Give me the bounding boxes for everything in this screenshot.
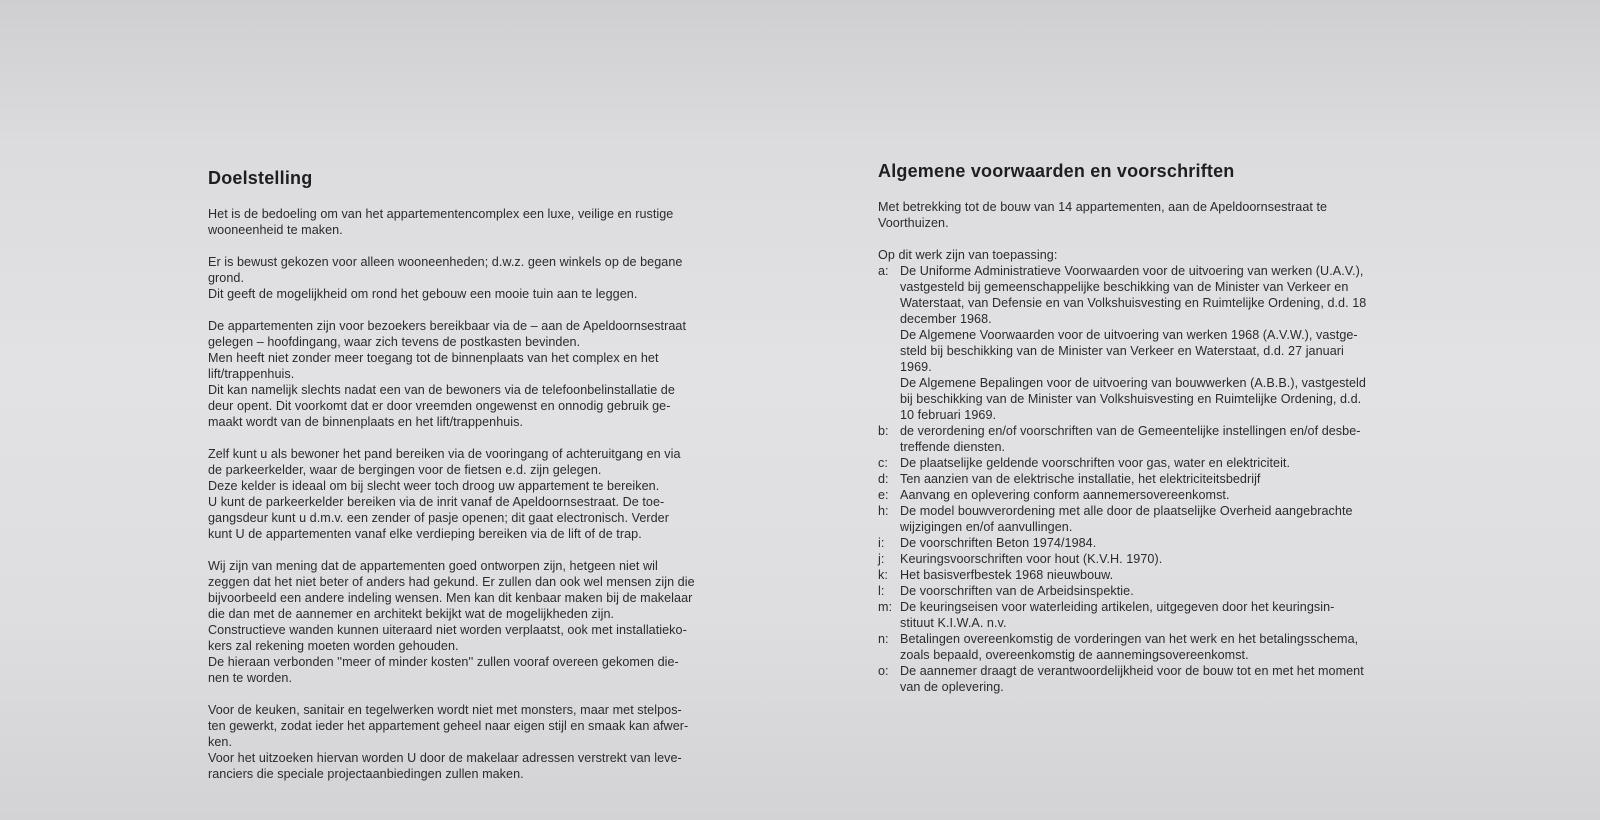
item-text bbox=[900, 503, 1478, 535]
list-item bbox=[878, 423, 1478, 455]
list-intro: Op dit werk zijn van toepassing: bbox=[878, 248, 1058, 262]
text-line: kunt U de appartementen vanaf elke verdieping bereiken via de lift of de trap. bbox=[208, 527, 642, 541]
item-text bbox=[900, 263, 1478, 423]
text-line: Voor het uitzoeken hiervan worden U door de makelaar adressen verstrekt van leve- bbox=[208, 751, 682, 765]
text-line: gelegen – hoofdingang, waar zich tevens de postkasten bevinden. bbox=[208, 335, 581, 349]
item-letter: k: bbox=[878, 568, 888, 582]
text-line: Waterstaat, van Defensie en van Volkshuisvesting en Ruimtelijke Ordening, d.d. 18 bbox=[900, 296, 1367, 310]
list-item bbox=[878, 263, 1478, 423]
voorwaarden-column bbox=[878, 163, 1478, 695]
item-text bbox=[900, 631, 1478, 663]
text-line: Met betrekking tot de bouw van 14 appartementen, aan de Apeldoornsestraat te bbox=[878, 200, 1328, 214]
text-line: 10 februari 1969. bbox=[900, 408, 997, 422]
text-line: deur opent. Dit voorkomt dat er door vreemden ongewenst en onnodig gebruik ge- bbox=[208, 399, 671, 413]
text-line: Wij zijn van mening dat de appartementen goed ontworpen zijn, hetgeen niet wil bbox=[208, 559, 658, 573]
voorwaarden-heading: Algemene voorwaarden en voorschriften bbox=[878, 161, 1235, 181]
text-line: wooneenheid te maken. bbox=[208, 223, 343, 237]
item-letter: d: bbox=[878, 472, 889, 486]
text-line: wijzigingen en/of aanvullingen. bbox=[900, 520, 1073, 534]
text-line: nen te worden. bbox=[208, 671, 293, 685]
item-text bbox=[900, 423, 1478, 455]
text-line: die dan met de aannemer en architekt bekijkt wat de mogelijkheden zijn. bbox=[208, 607, 615, 621]
text-line: U kunt de parkeerkelder bereiken via de inrit vanaf de Apeldoornsestraat. De toe- bbox=[208, 495, 665, 509]
text-line: de parkeerkelder, waar de bergingen voor de fietsen e.d. zijn gelegen. bbox=[208, 463, 602, 477]
text-line: Voorthuizen. bbox=[878, 216, 949, 230]
text-line: Keuringsvoorschriften voor hout (K.V.H. 1970). bbox=[900, 552, 1163, 566]
text-line: vastgesteld bij gemeenschappelijke beschikking van de Minister van Verkeer en bbox=[900, 280, 1349, 294]
paragraph-5 bbox=[208, 558, 778, 686]
paragraph-1 bbox=[208, 206, 778, 238]
text-line: treffende diensten. bbox=[900, 440, 1006, 454]
text-line: Voor de keuken, sanitair en tegelwerken wordt niet met monsters, maar met stelpos- bbox=[208, 703, 682, 717]
paragraph-2 bbox=[208, 254, 778, 302]
item-letter: j: bbox=[878, 552, 885, 566]
text-line: grond. bbox=[208, 271, 245, 285]
item-text bbox=[900, 567, 1478, 583]
list-item bbox=[878, 631, 1478, 663]
text-line: De plaatselijke geldende voorschriften voor gas, water en elektriciteit. bbox=[900, 456, 1291, 470]
paragraph-3 bbox=[208, 318, 778, 430]
text-line: lift/trappenhuis. bbox=[208, 367, 295, 381]
text-line: Er is bewust gekozen voor alleen wooneenheden; d.w.z. geen winkels op de begane bbox=[208, 255, 683, 269]
text-line: zoals bepaald, overeenkomstig de aannemingsovereenkomst. bbox=[900, 648, 1249, 662]
text-line: Deze kelder is ideaal om bij slecht weer toch droog uw appartement te bereiken. bbox=[208, 479, 660, 493]
paragraph-4 bbox=[208, 446, 778, 542]
text-line: Dit kan namelijk slechts nadat een van de bewoners via de telefoonbelinstallatie de bbox=[208, 383, 675, 397]
list-item bbox=[878, 535, 1478, 551]
text-line: gangsdeur kunt u d.m.v. een zender of pasje openen; dit gaat electronisch. Verder bbox=[208, 511, 669, 525]
item-letter: a: bbox=[878, 264, 889, 278]
item-text bbox=[900, 471, 1478, 487]
item-letter: l: bbox=[878, 584, 885, 598]
text-line: de verordening en/of voorschriften van de Gemeentelijke instellingen en/of desbe- bbox=[900, 424, 1361, 438]
text-line: steld bij beschikking van de Minister van Verkeer en Waterstaat, d.d. 27 januari bbox=[900, 344, 1344, 358]
text-line: De Uniforme Administratieve Voorwaarden voor de uitvoering van werken (U.A.V.), bbox=[900, 264, 1364, 278]
item-text bbox=[900, 455, 1478, 471]
text-line: stituut K.I.W.A. n.v. bbox=[900, 616, 1007, 630]
text-line: De keuringseisen voor waterleiding artikelen, uitgegeven door het keuringsin- bbox=[900, 600, 1335, 614]
list-item bbox=[878, 503, 1478, 535]
text-line: 1969. bbox=[900, 360, 932, 374]
text-line: Constructieve wanden kunnen uiteraard niet worden verplaatst, ook met installatieko- bbox=[208, 623, 687, 637]
text-line: kers zal rekening moeten worden gehouden. bbox=[208, 639, 459, 653]
text-line: maakt wordt van de binnenplaats en het lift/trappenhuis. bbox=[208, 415, 524, 429]
list-item bbox=[878, 455, 1478, 471]
text-line: december 1968. bbox=[900, 312, 992, 326]
text-line: De voorschriften Beton 1974/1984. bbox=[900, 536, 1097, 550]
doelstelling-heading: Doelstelling bbox=[208, 168, 313, 188]
paragraph-6 bbox=[208, 702, 778, 782]
text-line: Zelf kunt u als bewoner het pand bereiken via de vooringang of achteruitgang en via bbox=[208, 447, 681, 461]
text-line: Aanvang en oplevering conform aannemersovereenkomst. bbox=[900, 488, 1230, 502]
item-letter: b: bbox=[878, 424, 889, 438]
item-letter: m: bbox=[878, 600, 893, 614]
doelstelling-column bbox=[208, 170, 778, 798]
text-line: bijvoorbeeld een andere indeling wensen. Men kan dit kenbaar maken bij de makelaar bbox=[208, 591, 693, 605]
intro-paragraph bbox=[878, 199, 1478, 231]
text-line: De Algemene Bepalingen voor de uitvoering van bouwwerken (A.B.B.), vastgesteld bbox=[900, 376, 1366, 390]
text-line: van de oplevering. bbox=[900, 680, 1004, 694]
text-line: Het basisverfbestek 1968 nieuwbouw. bbox=[900, 568, 1114, 582]
list-item bbox=[878, 567, 1478, 583]
text-line: Men heeft niet zonder meer toegang tot de binnenplaats van het complex en het bbox=[208, 351, 659, 365]
item-letter: e: bbox=[878, 488, 889, 502]
conditions-list bbox=[878, 263, 1478, 695]
item-text bbox=[900, 663, 1478, 695]
list-item bbox=[878, 599, 1478, 631]
list-item bbox=[878, 551, 1478, 567]
text-line: ten gewerkt, zodat ieder het appartement geheel naar eigen stijl en smaak kan afwer- bbox=[208, 719, 689, 733]
text-line: zeggen dat het niet beter of anders had gekund. Er zullen dan ook wel mensen zijn die bbox=[208, 575, 695, 589]
item-letter: o: bbox=[878, 664, 889, 678]
text-line: De aannemer draagt de verantwoordelijkheid voor de bouw tot en met het moment bbox=[900, 664, 1364, 678]
item-letter: n: bbox=[878, 632, 889, 646]
item-letter: c: bbox=[878, 456, 888, 470]
item-text bbox=[900, 583, 1478, 599]
item-text bbox=[900, 535, 1478, 551]
item-text bbox=[900, 487, 1478, 503]
text-line: De model bouwverordening met alle door de plaatselijke Overheid aangebrachte bbox=[900, 504, 1353, 518]
list-item bbox=[878, 487, 1478, 503]
text-line: De appartementen zijn voor bezoekers bereikbaar via de – aan de Apeldoornsestraat bbox=[208, 319, 687, 333]
text-line: Betalingen overeenkomstig de vorderingen van het werk en het betalingsschema, bbox=[900, 632, 1359, 646]
text-line: Het is de bedoeling om van het appartementencomplex een luxe, veilige en rustige bbox=[208, 207, 674, 221]
item-letter: h: bbox=[878, 504, 889, 518]
item-text bbox=[900, 599, 1478, 631]
item-letter: i: bbox=[878, 536, 885, 550]
text-line: De voorschriften van de Arbeidsinspektie. bbox=[900, 584, 1134, 598]
text-line: Ten aanzien van de elektrische installatie, het elektriciteitsbedrijf bbox=[900, 472, 1261, 486]
list-item bbox=[878, 583, 1478, 599]
text-line: Dit geeft de mogelijkheid om rond het gebouw een mooie tuin aan te leggen. bbox=[208, 287, 638, 301]
text-line: ranciers die speciale projectaanbiedingen zullen maken. bbox=[208, 767, 524, 781]
text-line: ken. bbox=[208, 735, 233, 749]
text-line: De Algemene Voorwaarden voor de uitvoering van werken 1968 (A.V.W.), vastge- bbox=[900, 328, 1358, 342]
text-line: bij beschikking van de Minister van Volkshuisvesting en Ruimtelijke Ordening, d.d. bbox=[900, 392, 1362, 406]
text-line: De hieraan verbonden ''meer of minder kosten'' zullen vooraf overeen gekomen die- bbox=[208, 655, 679, 669]
item-text bbox=[900, 551, 1478, 567]
list-item bbox=[878, 663, 1478, 695]
list-item bbox=[878, 471, 1478, 487]
